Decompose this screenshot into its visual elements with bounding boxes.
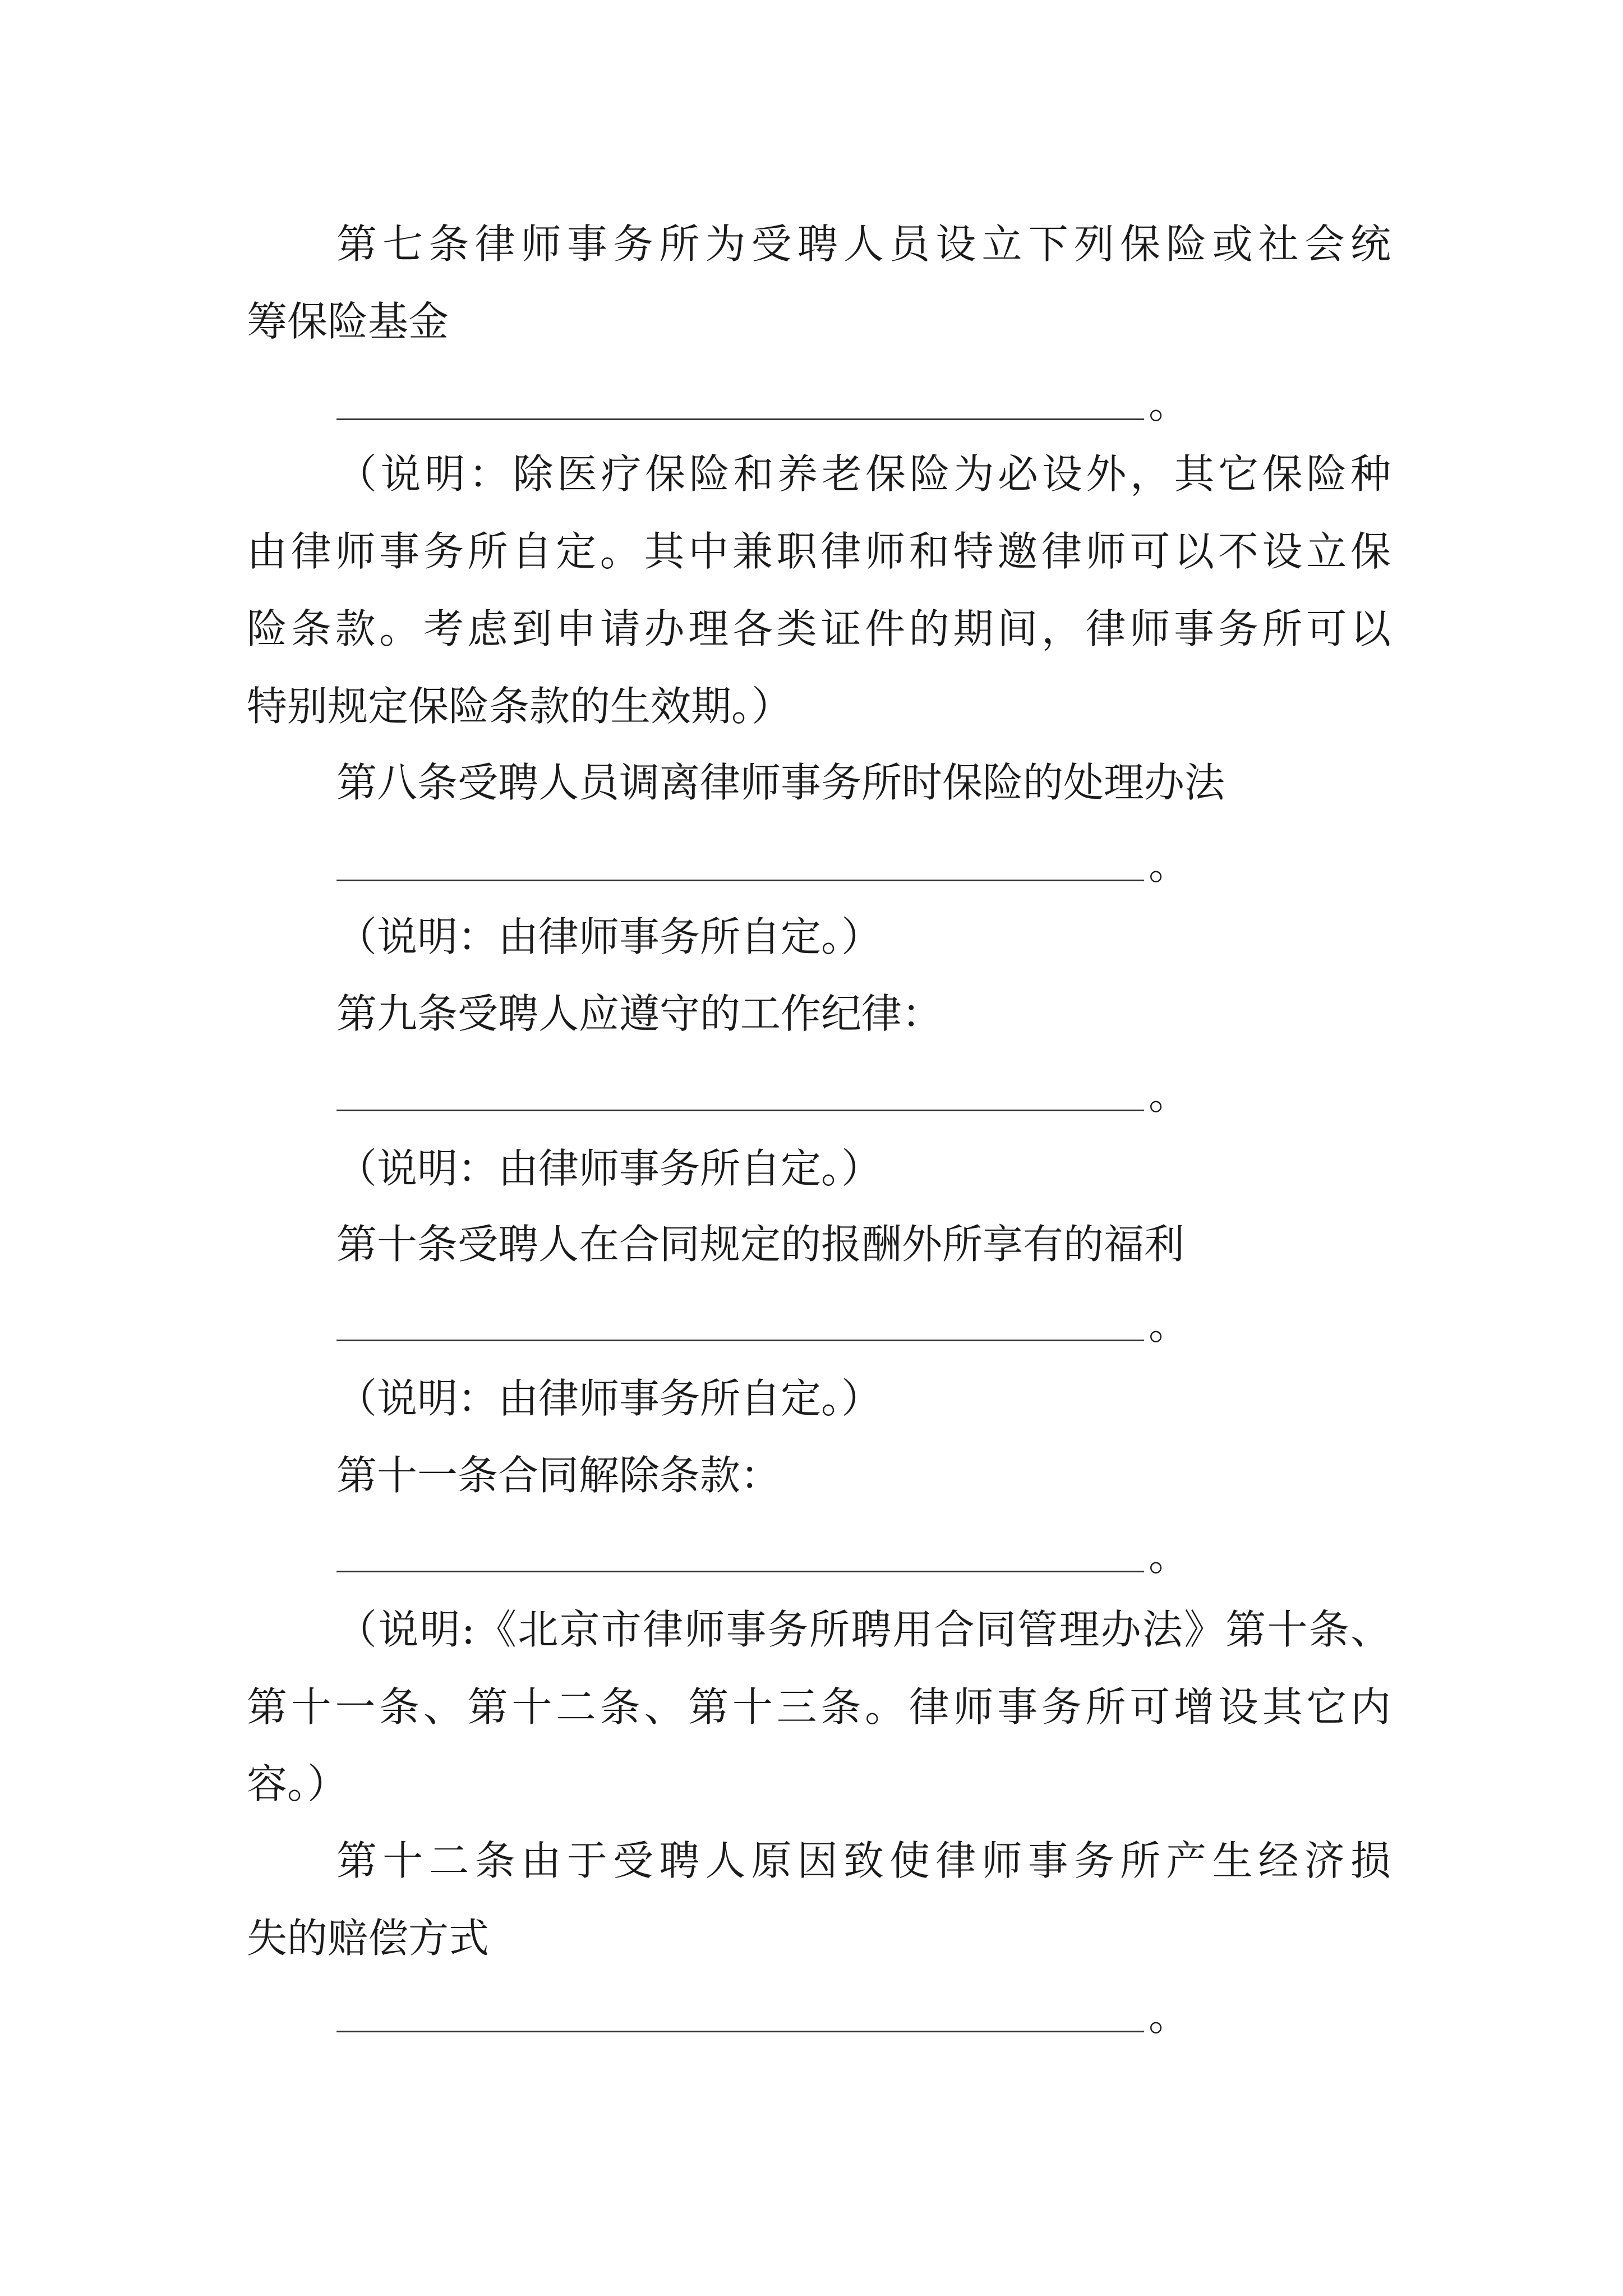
article-8-blank[interactable] <box>336 880 1144 881</box>
article-10-period: 。 <box>1149 1301 1189 1349</box>
article-9-blank[interactable] <box>336 1110 1144 1111</box>
note-11-line-2: 第十一条、第十二条、第十三条。律师事务所可增设其它内 <box>247 1683 1391 1731</box>
article-12-period: 。 <box>1149 1993 1189 2040</box>
article-12-blank[interactable] <box>336 2031 1144 2032</box>
article-11-line-1: 第十一条合同解除条款： <box>336 1452 781 1499</box>
article-9-period: 。 <box>1149 1071 1189 1119</box>
note-11-line-3: 容。） <box>247 1760 348 1807</box>
article-12-line-2: 失的赔偿方式 <box>247 1915 490 1962</box>
article-8-period: 。 <box>1149 841 1189 889</box>
note-8-line-1: （说明：由律师事务所自定。） <box>336 913 882 960</box>
note-7-line-3: 险条款。考虑到申请办理各类证件的期间，律师事务所可以 <box>247 605 1391 652</box>
article-7-line-1: 第七条律师事务所为受聘人员设立下列保险或社会统 <box>336 220 1391 268</box>
article-7-blank[interactable] <box>336 418 1144 420</box>
note-7-line-1: （说明：除医疗保险和养老保险为必设外，其它保险种 <box>336 450 1391 498</box>
article-10-line-1: 第十条受聘人在合同规定的报酬外所享有的福利 <box>336 1221 1185 1268</box>
note-7-line-2: 由律师事务所自定。其中兼职律师和特邀律师可以不设立保 <box>247 528 1391 575</box>
article-7-period: 。 <box>1149 380 1189 427</box>
note-10-line-1: （说明：由律师事务所自定。） <box>336 1375 882 1422</box>
article-11-period: 。 <box>1149 1533 1189 1580</box>
article-12-line-1: 第十二条由于受聘人原因致使律师事务所产生经济损 <box>336 1837 1391 1884</box>
article-8-line-1: 第八条受聘人员调离律师事务所时保险的处理办法 <box>336 759 1225 806</box>
note-9-line-1: （说明：由律师事务所自定。） <box>336 1145 882 1192</box>
note-7-line-4: 特别规定保险条款的生效期。） <box>247 683 792 730</box>
article-10-blank[interactable] <box>336 1340 1144 1341</box>
article-9-line-1: 第九条受聘人应遵守的工作纪律： <box>336 990 943 1037</box>
note-11-line-1: （说明:《北京市律师事务所聘用合同管理办法》第十条、 <box>336 1606 1391 1653</box>
article-7-line-2: 筹保险基金 <box>247 298 449 345</box>
article-11-blank[interactable] <box>336 1571 1144 1572</box>
